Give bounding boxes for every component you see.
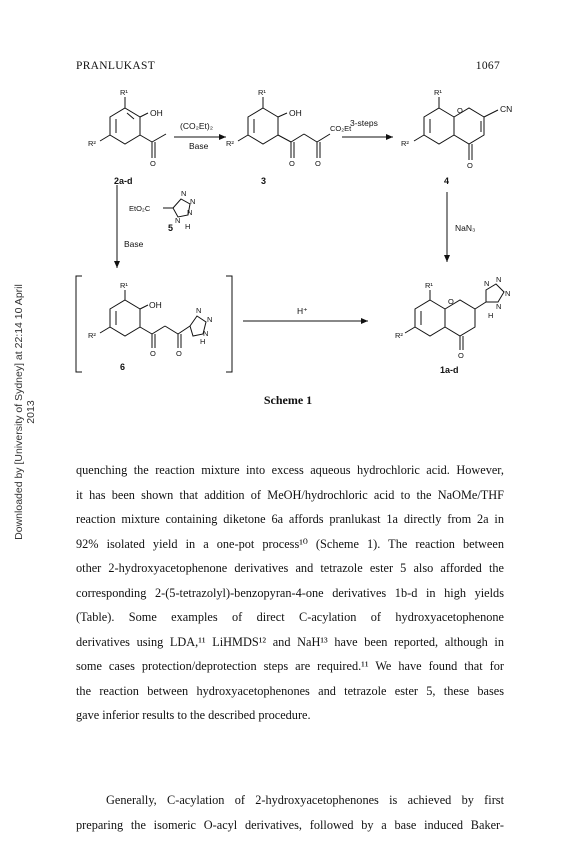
label-o-1: O <box>458 351 464 360</box>
label-1a-d: 1a-d <box>440 365 459 375</box>
label-r2-2: R² <box>88 139 96 148</box>
label-r2-4: R² <box>401 139 409 148</box>
label-oh-6: OH <box>149 300 162 310</box>
running-head-title: PRANLUKAST <box>76 60 156 72</box>
label-base-2: Base <box>124 239 144 249</box>
label-h-1: H <box>488 311 494 320</box>
paragraph-line: some cases protection/deprotection steps are required.¹¹ We have found that for <box>76 659 504 673</box>
label-h-6: H <box>200 337 206 346</box>
paragraph-2 <box>76 788 504 837</box>
paragraph-line: the reaction between hydroxyacetophenones and tetrazole ester 5, these bases <box>76 683 504 698</box>
label-o-3a: O <box>289 159 295 168</box>
label-n-5d: N <box>175 216 181 225</box>
compound-3-structure <box>238 97 330 158</box>
paragraph-line: derivatives using LDA,¹¹ LiHMDS¹² and NaH¹³ have been reported, although in <box>76 634 504 649</box>
paragraph-line: reaction mixture containing diketone 6a affords pranlukast 1a directly from 2a in <box>76 512 504 526</box>
label-r1-3: R¹ <box>258 88 266 97</box>
download-watermark: Downloaded by [University of Sydney] at 22:14 10 April 2013 <box>13 284 37 540</box>
label-h-plus: H⁺ <box>297 306 308 316</box>
label-nan3: NaN₃ <box>455 223 476 233</box>
label-n-1a: N <box>484 279 490 288</box>
label-2a-d: 2a-d <box>114 176 133 186</box>
paragraph-line: quenching the reaction mixture into excess aqueous hydrochloric acid. However, <box>76 463 504 477</box>
label-co2et-3: CO₂Et <box>330 124 352 133</box>
label-cn-4: CN <box>500 104 513 114</box>
label-n-6b: N <box>207 315 213 324</box>
label-r2-6: R² <box>88 331 96 340</box>
scheme-caption: Scheme 1 <box>263 393 313 407</box>
label-o-2: O <box>150 159 156 168</box>
label-r2-1: R² <box>395 331 403 340</box>
label-o-3b: O <box>315 159 321 168</box>
label-o-6a: O <box>150 349 156 358</box>
reaction-scheme <box>0 0 576 390</box>
compound-4-structure <box>414 97 498 160</box>
label-r1-2: R¹ <box>120 88 128 97</box>
right-bracket <box>226 276 232 372</box>
label-3: 3 <box>261 176 267 186</box>
label-oh-2: OH <box>150 108 163 118</box>
paragraph-1 <box>76 458 504 728</box>
label-base-1: Base <box>189 141 209 151</box>
paragraph-line: gave inferior results to the described procedure. <box>76 708 311 722</box>
label-r1-1: R¹ <box>425 281 433 290</box>
label-r2-3: R² <box>226 139 234 148</box>
paragraph-line: (Table). Some examples of direct C-acylation of hydroxyacetophenone <box>76 610 504 624</box>
label-5: 5 <box>168 223 174 233</box>
label-n-5b: N <box>190 197 196 206</box>
label-h-5: H <box>185 222 191 231</box>
label-r1-6: R¹ <box>120 281 128 290</box>
label-n-6c: N <box>203 329 209 338</box>
page-number: 1067 <box>475 60 500 72</box>
label-n-1b: N <box>496 275 502 284</box>
compound-5-structure <box>163 199 193 217</box>
label-n-5c: N <box>187 208 193 217</box>
compound-6-structure <box>100 290 209 348</box>
paragraph-line: Generally, C-acylation of 2-hydroxyacetophenones is achieved by first <box>106 793 504 807</box>
paragraph-line: preparing the isomeric O-acyl derivatives, followed by a base induced Baker- <box>76 817 504 832</box>
label-r1-4: R¹ <box>434 88 442 97</box>
label-eto2c-5: EtO₂C <box>129 204 151 213</box>
label-o-4: O <box>467 161 473 170</box>
label-6: 6 <box>120 362 126 372</box>
label-n-1d: N <box>496 302 502 311</box>
paragraph-line: 92% isolated yield in a one-pot process¹⁰ (Scheme 1). The reaction between <box>76 536 504 551</box>
label-3-steps: 3-steps <box>350 118 378 128</box>
label-o-6b: O <box>176 349 182 358</box>
compound-2a-d-structure <box>100 97 166 158</box>
paragraph-line: other 2-hydroxyacetophenone derivatives and tetrazole ester 5 also afforded the <box>76 561 504 575</box>
left-bracket <box>76 276 82 372</box>
label-4: 4 <box>444 176 450 186</box>
label-o-ring-1: O <box>448 297 454 306</box>
paragraph-line: it has been shown that addition of MeOH/hydrochloric acid to the NaOMe/THF <box>76 487 504 502</box>
label-n-5a: N <box>181 189 187 198</box>
label-o-ring-4: O <box>457 106 463 115</box>
label-reagent-oxalate: (CO₂Et)₂ <box>180 121 214 131</box>
label-oh-3: OH <box>289 108 302 118</box>
label-n-1c: N <box>505 289 511 298</box>
paragraph-line: corresponding 2-(5-tetrazolyl)-benzopyran-4-one derivatives 1b-d in high yields <box>76 585 504 600</box>
label-n-6a: N <box>196 306 202 315</box>
